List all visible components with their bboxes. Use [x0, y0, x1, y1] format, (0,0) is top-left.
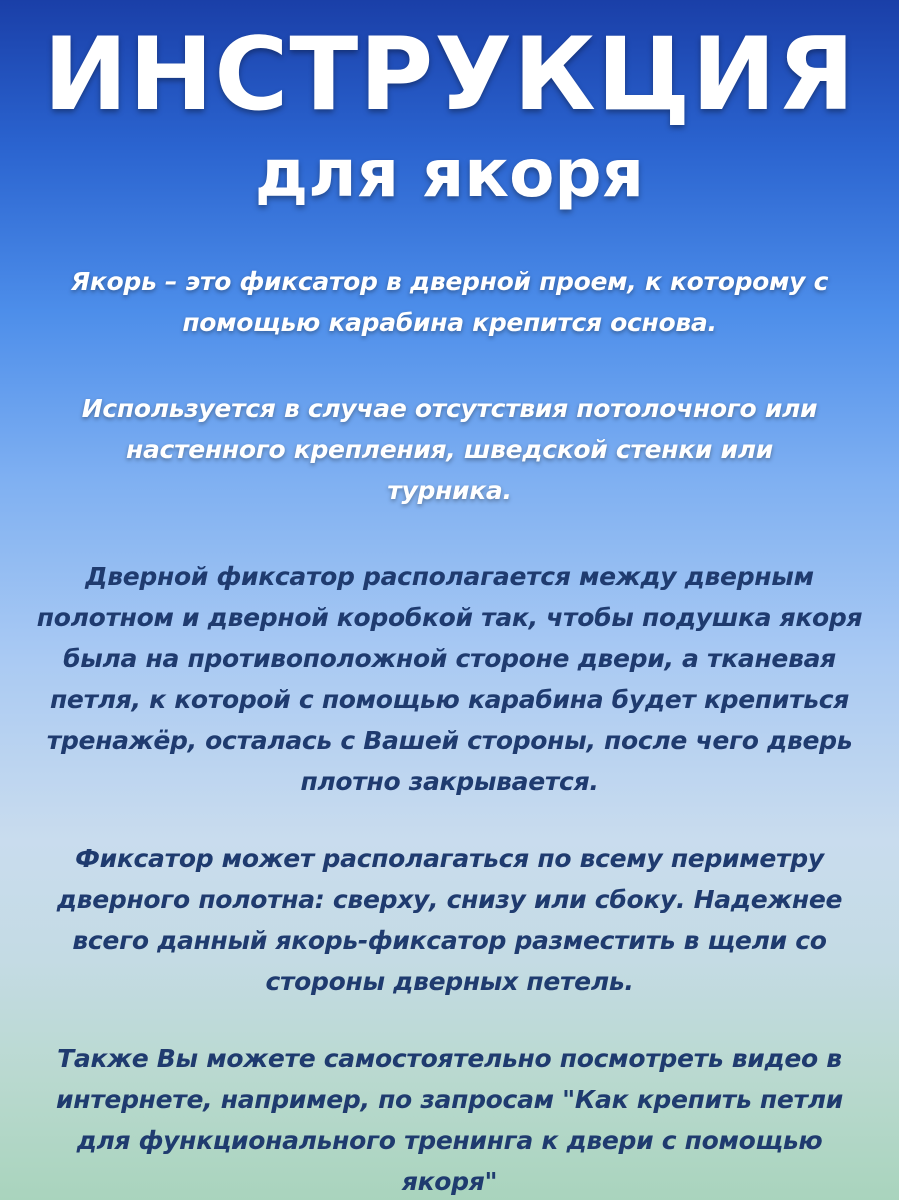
page-title: ИНСТРУКЦИЯ	[43, 15, 856, 133]
paragraph-line: плотно закрывается.	[300, 767, 599, 796]
paragraph-line: интернете, например, по запросам "Как крепить петли	[56, 1085, 843, 1114]
paragraph-line: якоря"	[401, 1167, 498, 1196]
paragraph-line: помощью карабина крепится основа.	[182, 308, 717, 337]
paragraph-line: настенного крепления, шведской стенки или	[126, 435, 773, 464]
paragraph-line: всего данный якорь-фиксатор разместить в щели со	[72, 926, 827, 955]
page-subtitle: для якоря	[254, 135, 645, 212]
paragraph-video-hint	[8, 1038, 891, 1200]
paragraph-perimeter	[8, 838, 891, 1002]
paragraph-line: полотном и дверной коробкой так, чтобы подушка якоря	[36, 603, 863, 632]
paragraph-line: Используется в случае отсутствия потолочного или	[81, 394, 818, 423]
paragraph-line: петля, к которой с помощью карабина будет крепиться	[49, 685, 850, 714]
paragraph-line: была на противоположной стороне двери, а тканевая	[63, 644, 836, 673]
paragraph-line: стороны дверных петель.	[265, 967, 634, 996]
paragraph-anchor-definition	[8, 261, 891, 343]
paragraph-line: Также Вы можете самостоятельно посмотреть видео в	[57, 1044, 842, 1073]
paragraph-line: тренажёр, осталась с Вашей стороны, после чего дверь	[46, 726, 853, 755]
paragraph-line: дверного полотна: сверху, снизу или сбоку. Надежнее	[56, 885, 843, 914]
paragraph-door-placement	[8, 556, 891, 802]
paragraph-usage	[8, 388, 891, 511]
paragraph-line: для функционального тренинга к двери с помощью	[76, 1126, 823, 1155]
paragraph-line: Якорь – это фиксатор в дверной проем, к которому с	[70, 267, 829, 296]
paragraph-line: турника.	[387, 476, 512, 505]
paragraph-line: Дверной фиксатор располагается между дверным	[85, 562, 814, 591]
paragraph-line: Фиксатор может располагаться по всему периметру	[75, 844, 824, 873]
